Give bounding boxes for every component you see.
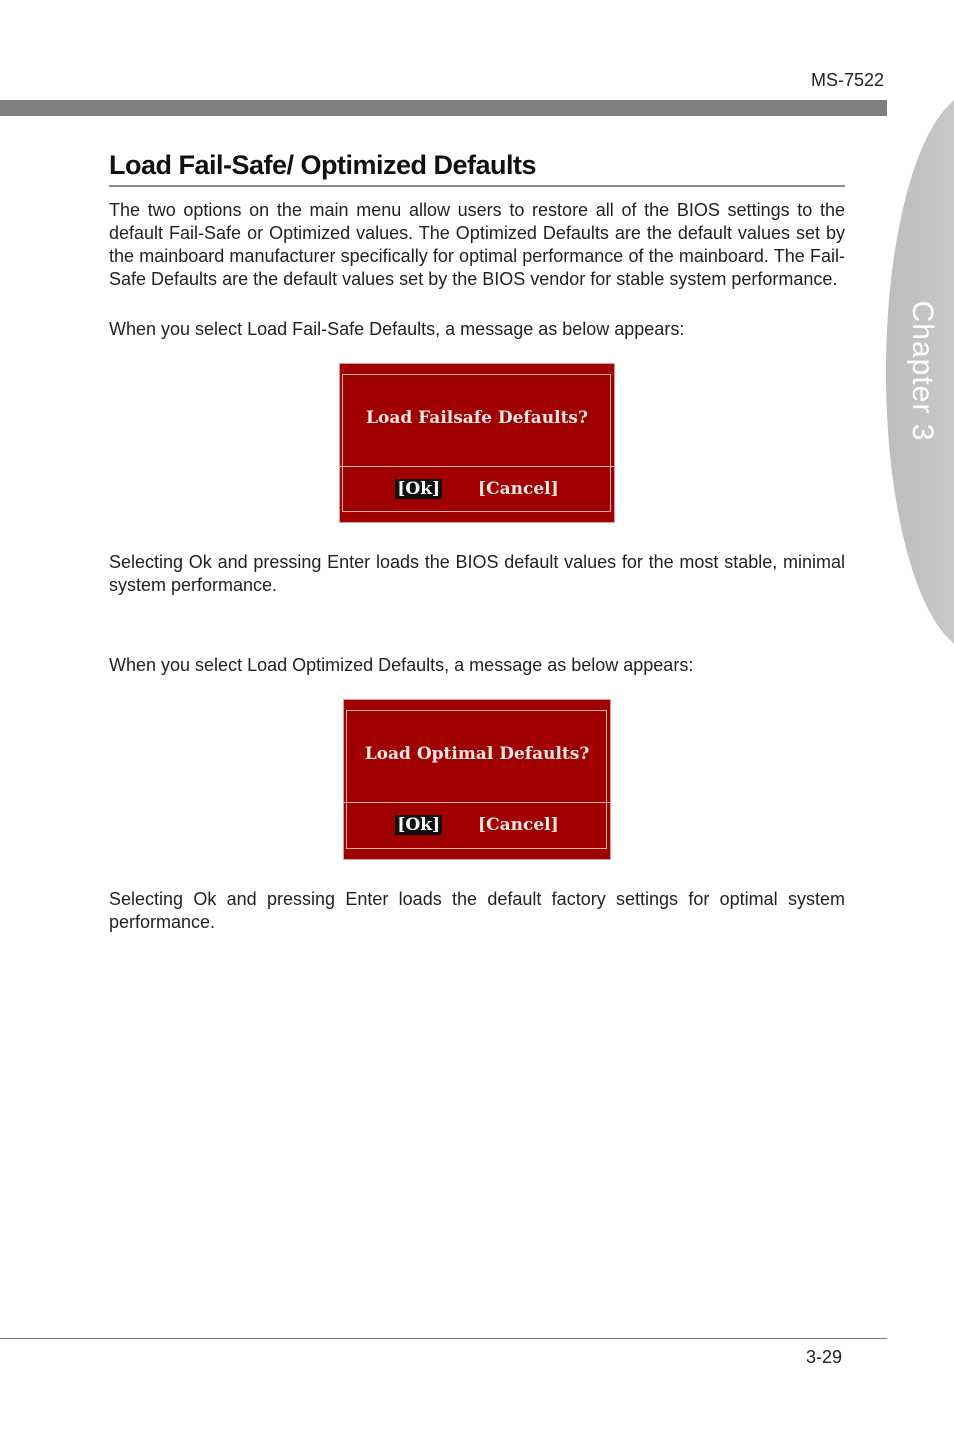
failsafe-dialog bbox=[339, 363, 615, 523]
header-bar bbox=[0, 100, 887, 116]
optimal-dialog-message: Load Optimal Defaults? bbox=[364, 744, 590, 764]
optimal-ok-button[interactable]: [Ok] bbox=[397, 815, 441, 835]
optimal-dialog bbox=[343, 699, 611, 860]
failsafe-dialog-message: Load Failsafe Defaults? bbox=[366, 408, 588, 428]
section-title: Load Fail-Safe/ Optimized Defaults bbox=[109, 150, 845, 187]
failsafe-result-paragraph: Selecting Ok and pressing Enter loads the BIOS default values for the most stable, minimal system performance. bbox=[109, 552, 845, 595]
failsafe-dialog-separator bbox=[340, 466, 614, 467]
model-number: MS-7522 bbox=[810, 70, 884, 90]
optimal-dialog-separator bbox=[344, 802, 610, 803]
failsafe-ok-button[interactable]: [Ok] bbox=[397, 479, 441, 499]
optimal-dialog-buttons bbox=[344, 815, 610, 835]
page-number: 3-29 bbox=[806, 1347, 843, 1367]
optimized-lead-paragraph: When you select Load Optimized Defaults, a message as below appears: bbox=[109, 655, 694, 675]
chapter-tab-label: Chapter 3 bbox=[906, 300, 939, 442]
intro-paragraph: The two options on the main menu allow users to restore all of the BIOS settings to the default Fail-Safe or Optimized values. The Optimized Defaults are the default values set by the mainboard manufacturer specifically for optimal performance of the mainboard. The Fail-Safe Defaults are the default values set by the BIOS vendor for stable system performance. bbox=[109, 200, 845, 289]
optimal-cancel-button[interactable]: [Cancel] bbox=[478, 815, 559, 835]
failsafe-dialog-buttons bbox=[340, 479, 614, 499]
failsafe-lead-paragraph: When you select Load Fail-Safe Defaults, a message as below appears: bbox=[109, 319, 685, 339]
failsafe-cancel-button[interactable]: [Cancel] bbox=[478, 479, 559, 499]
footer-rule bbox=[0, 1338, 887, 1339]
optimized-result-paragraph: Selecting Ok and pressing Enter loads the default factory settings for optimal system performance. bbox=[109, 889, 845, 932]
